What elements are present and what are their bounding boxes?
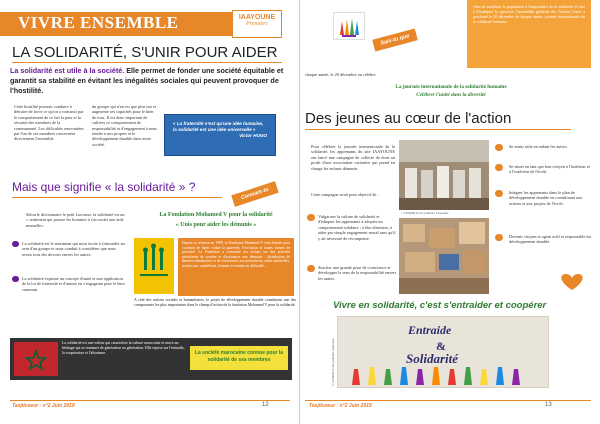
intro-paragraph: Pour célébrer la journée internationale de la solidarité, les apprenants du site IAAYOUNE ont lancé une campagne de collecte de dons au profit d'une association caritative qui prend en charge les enfants démunis. bbox=[311, 144, 395, 171]
sais-tu-tag: Sais-tu que bbox=[372, 29, 418, 52]
bullet-item bbox=[495, 164, 591, 175]
connais-tu-tag: Connais-tu bbox=[231, 181, 278, 207]
bullet-item bbox=[495, 234, 591, 245]
heart-hands-icon bbox=[495, 190, 503, 197]
bullet-text: Vulgariser la culture de solidarité et d'éduquer les apprenants à adopter un comportement solidaire ; à être altruistes, à aider par simple engagement moral sans qu'il y ait nécessité de récompense. bbox=[318, 214, 396, 241]
footer-publication: Tasjilcoeur bbox=[12, 403, 39, 409]
bullet-text: Se sentir utile en aidant les autres. bbox=[509, 144, 568, 149]
bullet-text: La solidarité exprime un concept d'unité et une application de la loi de fraternité et d'amour en s'engageant pour le bien commun. bbox=[22, 276, 125, 292]
foundation-title: La Fondation Mohamed V pour la solidarité bbox=[159, 212, 273, 218]
top-box-text: Afin de mobiliser la population à l'importance de la solidarité et vise à l'éradiquer la pauvreté, l'assemblée générale des Nations Unies a proclamé le 20 décembre de chaque année, journée internationale de la solidarité humaine. bbox=[473, 4, 585, 25]
bullet-text: Devenir citoyen et agent actif et responsable du développement durable. bbox=[509, 234, 591, 245]
badge-main: IAAYOUNE bbox=[238, 14, 276, 21]
morocco-caption-box bbox=[190, 346, 288, 370]
board-line-2: Solidarité bbox=[406, 351, 459, 366]
board-line-1: Entraide bbox=[408, 323, 452, 337]
hands-icon bbox=[12, 241, 19, 247]
hands-logo bbox=[333, 12, 365, 40]
heart-hands-icon bbox=[307, 265, 315, 272]
heart-hands-icon bbox=[307, 214, 315, 221]
lead-highlight: La solidarité est utile à la société. bbox=[10, 66, 125, 75]
foundation-emblem-icon bbox=[134, 238, 174, 294]
bullet-item bbox=[12, 241, 126, 257]
morocco-text: La solidarité est une valeur qui caractérise la culture marocaine et ancre un héritage qui se transmet de génération en génération. Elle repose sur l'entraide, la coopération et l'altruisme. bbox=[62, 341, 185, 355]
bullet-item bbox=[307, 214, 397, 241]
colored-hands-icon bbox=[334, 13, 364, 39]
donations-photo bbox=[399, 218, 489, 294]
page-right bbox=[301, 0, 600, 424]
foundation-text: Depuis sa création en 1999, la Fondation Mohamed V s'est donnée pour vocation de lutter contre la pauvreté, l'exclusion et toutes formes de précarité. La Fondation a concentré ses actions sur des activités prioritaires de soutien et d'assistance aux démunis : distribution de denrées alimentaires et de couvertures aux nécessiteux, aides matérielles, soutien aux orphelinats, femmes et enfants en difficulté... bbox=[182, 241, 290, 268]
footer-rule bbox=[305, 400, 591, 401]
classroom-photo bbox=[399, 140, 489, 210]
star-icon bbox=[14, 342, 58, 376]
heart-hands-icon bbox=[495, 144, 503, 151]
banner-title: VIVRE ENSEMBLE bbox=[18, 13, 179, 32]
footer-publication: Tasjilcoeur bbox=[309, 403, 336, 409]
lead-rest: Elle permet de fonder une société équitable et garantit sa stabilité en évitant les inégalités sociales qui peuvent provoquer de l'hostilité. bbox=[10, 66, 284, 95]
bullet-item bbox=[307, 265, 397, 281]
quote-text: « La fraternité n'est qu'une idée humaine, la solidarité est une idée universelle » bbox=[173, 121, 264, 132]
bullet-text: Se situer en tant que bon citoyen à l'intérieur et à l'extérieur de l'école. bbox=[509, 164, 590, 175]
footer-issue: n°2 Juin 2019 bbox=[339, 403, 372, 409]
sub-heading: Mais que signifie « la solidarité » ? bbox=[12, 180, 196, 194]
photo-donations bbox=[399, 218, 489, 294]
bullet-item bbox=[495, 144, 591, 149]
journee-title: La journée internationale de la solidarité humaine bbox=[395, 84, 507, 90]
bullet-text: La solidarité est le sentiment qui nous incite à s'entraider au sein d'un groupe et nous conduit à considérer que nous avons tous des devoirs envers les autres. bbox=[22, 241, 125, 257]
board-ampersand: & bbox=[436, 339, 446, 353]
hands-heart-image bbox=[555, 270, 589, 292]
bullet-text: Intégrer les apprenants dans le plan de développement durable en contribuant aux actions et aux projets de l'école. bbox=[509, 190, 583, 206]
heading-rule bbox=[305, 129, 571, 130]
foundation-logo bbox=[134, 238, 174, 294]
heart-hands-icon bbox=[495, 234, 503, 241]
title-rule bbox=[12, 62, 282, 63]
paper-hands-row bbox=[338, 363, 548, 387]
foundation-text-2: A côté des actions sociales et humanitaires, le projet de développement durable constituent une des composantes les plus importantes dans le champ d'action de la fondation Mohamed V pour la solidarité. bbox=[134, 298, 296, 307]
board-caption: © LEMOR Ecole primaire Laayoune bbox=[331, 338, 335, 386]
footer: Tasjilcoeur - n°2 Juin 2019 bbox=[12, 403, 75, 409]
foundation-subtitle: « Unis pour aider les démunis » bbox=[175, 222, 257, 228]
badge-sub: Première bbox=[246, 21, 268, 27]
quote-box bbox=[164, 114, 276, 156]
heart-hands-icon bbox=[495, 164, 503, 171]
board-photo bbox=[337, 316, 549, 388]
body-col-1: Cette hostilité pourrait conduire à détruire de force ce qu'on a construit par le comportement de ce fait la paix et la sécurité des membres de la communauté. Les difficultés rencontrées par l'un de ses membres concernent directement l'ensemble bbox=[14, 104, 84, 142]
hands-icon bbox=[12, 276, 19, 282]
bullet-text: Susciter une grande prise de conscience et développer le sens de la responsabilité envers les autres. bbox=[318, 265, 397, 281]
top-box bbox=[467, 0, 591, 68]
foundation-panel bbox=[178, 238, 294, 296]
closing-slogan: Vivre en solidarité, c'est s'entraider et coopérer bbox=[333, 300, 547, 311]
body-col-2: du groupe qui n'en est que plus uni et augmente ses capacités pour le bien de tous. Il est donc important de cultiver ce comportement de responsabilité et d'engagement à nous rendre à nos propres et le développement durable dans notre société. bbox=[92, 104, 157, 147]
page-number: 12 bbox=[262, 402, 269, 408]
objective-text: Cette campagne avait pour objectif de : bbox=[311, 192, 379, 197]
footer: Tasjilcoeur - n°2 Juin 2019 bbox=[309, 403, 372, 409]
hands-heart-icon bbox=[555, 270, 589, 292]
sub-heading-rule bbox=[12, 197, 222, 198]
footer-issue: n°2 Juin 2019 bbox=[42, 403, 75, 409]
page-number: 13 bbox=[545, 402, 552, 408]
bullet-item bbox=[12, 276, 126, 292]
journee-subtitle: Célébrer l'unité dans la diversité bbox=[416, 92, 486, 98]
photo-classroom bbox=[399, 140, 489, 210]
photo-caption: © LEMOR Ecole primaire Laayoune bbox=[401, 211, 449, 215]
section-heading: Des jeunes au cœur de l'action bbox=[305, 110, 512, 127]
bullet-item bbox=[495, 190, 591, 206]
morocco-caption: La société marocaine connue pour la solidarité de ses membres bbox=[194, 350, 284, 363]
continuation-text: chaque année, le 20 décembre on célèbre bbox=[305, 72, 376, 77]
page-title: LA SOLIDARITÉ, S'UNIR POUR AIDER bbox=[12, 44, 278, 61]
definition-text: Selon le dictionnaire le petit Larousse, la solidarité est un « sentiment qui pousse les hommes à s'accorder une aide mutuelle». bbox=[26, 212, 125, 228]
badge bbox=[232, 10, 282, 38]
morocco-flag bbox=[14, 342, 58, 376]
quote-author: Victor HUGO bbox=[239, 133, 267, 138]
lead-paragraph bbox=[10, 66, 288, 96]
footer-rule bbox=[10, 400, 290, 401]
